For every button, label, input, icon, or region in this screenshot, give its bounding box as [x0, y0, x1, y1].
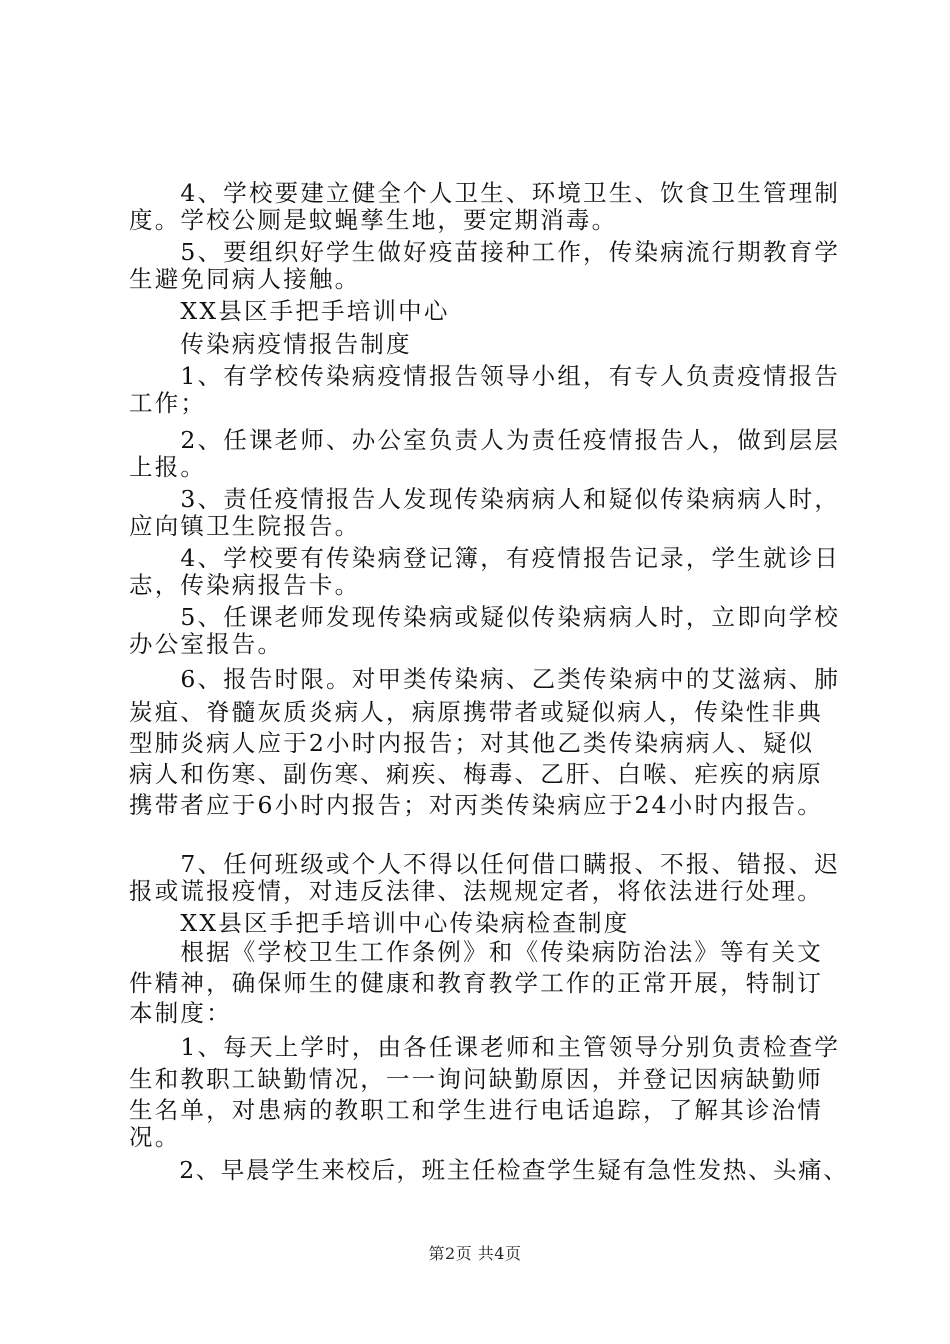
text-line: 本制度： [129, 999, 232, 1027]
text-line: 件精神，确保师生的健康和教育教学工作的正常开展，特制订 [129, 969, 823, 997]
text-line: 携带者应于6小时内报告；对丙类传染病应于24小时内报告。 [129, 791, 823, 819]
text-line: 4、学校要有传染病登记簿，有疫情报告记录，学生就诊日 [129, 544, 841, 572]
text-line: 应向镇卫生院报告。 [129, 512, 361, 540]
section-heading: XX县区手把手培训中心传染病检查制度 [129, 909, 630, 937]
text-line: 4、学校要建立健全个人卫生、环境卫生、饮食卫生管理制 [129, 179, 841, 207]
text-line: 2、任课老师、办公室负责人为责任疫情报告人，做到层层 [129, 426, 841, 454]
text-line: 根据《学校卫生工作条例》和《传染病防治法》等有关文 [129, 938, 823, 966]
page-number: 第2页 共4页 [428, 1244, 522, 1263]
text-line: 上报。 [129, 453, 207, 481]
organization-heading: XX县区手把手培训中心 [129, 297, 450, 325]
text-line: 况。 [129, 1123, 181, 1151]
text-line: 志，传染病报告卡。 [129, 571, 361, 599]
text-line: 6、报告时限。对甲类传染病、乙类传染病中的艾滋病、肺 [129, 665, 841, 693]
text-line: 1、有学校传染病疫情报告领导小组，有专人负责疫情报告 [129, 362, 841, 390]
text-line: 生和教职工缺勤情况，一一询问缺勤原因，并登记因病缺勤师 [129, 1065, 823, 1093]
text-line: 生名单，对患病的教职工和学生进行电话追踪，了解其诊治情 [129, 1096, 823, 1124]
text-line: 病人和伤寒、副伤寒、痢疾、梅毒、乙肝、白喉、疟疾的病原 [129, 760, 823, 788]
text-line: 7、任何班级或个人不得以任何借口瞒报、不报、错报、迟 [129, 850, 841, 878]
text-line: 3、责任疫情报告人发现传染病病人和疑似传染病病人时， [129, 485, 841, 513]
text-line: 办公室报告。 [129, 630, 284, 658]
text-line: 工作； [129, 389, 207, 417]
text-line: 度。学校公厕是蚊蝇孳生地，要定期消毒。 [129, 206, 618, 234]
text-line: 生避免同病人接触。 [129, 265, 361, 293]
text-line: 5、任课老师发现传染病或疑似传染病病人时，立即向学校 [129, 603, 841, 631]
text-line: 报或谎报疫情，对违反法律、法规规定者，将依法进行处理。 [129, 877, 823, 905]
text-line: 2、早晨学生来校后，班主任检查学生疑有急性发热、头痛、 [129, 1156, 849, 1184]
section-heading: 传染病疫情报告制度 [129, 330, 412, 358]
text-line: 炭疽、脊髓灰质炎病人，病原携带者或疑似病人，传染性非典 [129, 698, 823, 726]
text-line: 型肺炎病人应于2小时内报告；对其他乙类传染病病人、疑似 [129, 729, 815, 757]
text-line: 5、要组织好学生做好疫苗接种工作，传染病流行期教育学 [129, 238, 841, 266]
text-line: 1、每天上学时，由各任课老师和主管领导分别负责检查学 [129, 1033, 841, 1061]
